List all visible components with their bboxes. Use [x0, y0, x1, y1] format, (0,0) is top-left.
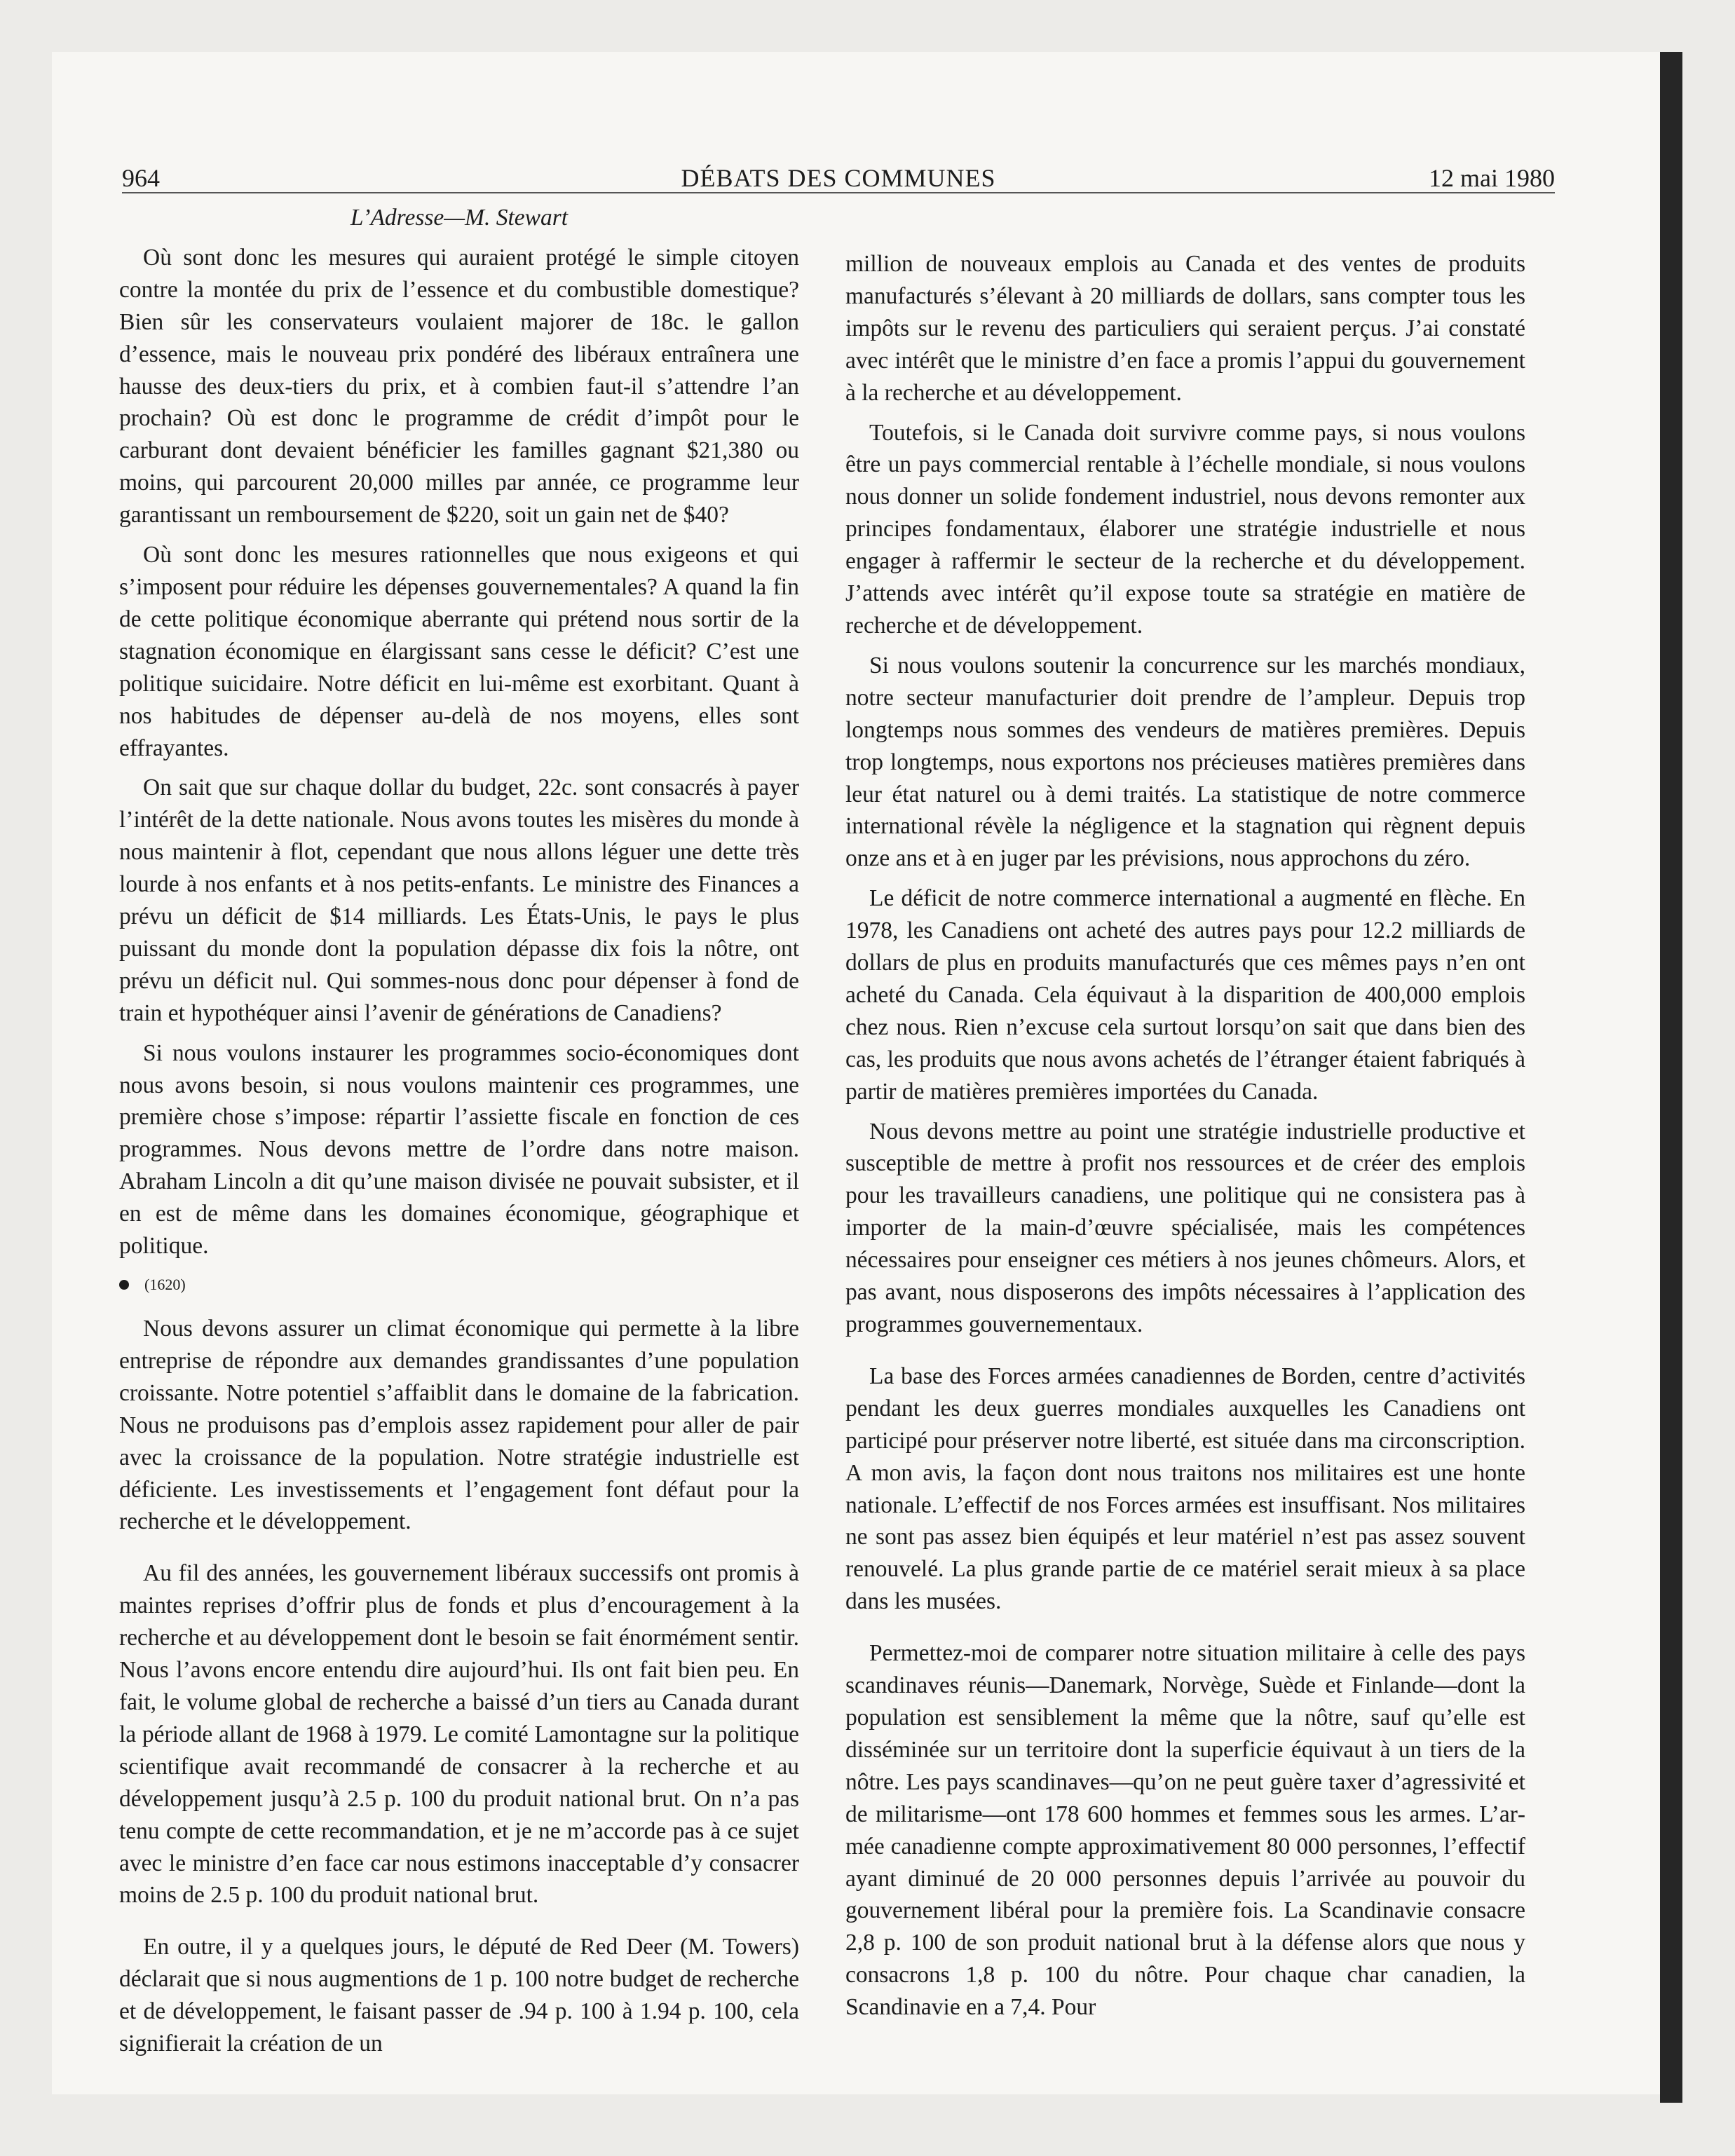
bullet-icon	[119, 1280, 129, 1290]
paragraph: Toutefois, si le Canada doit survivre comme pays, si nous voulons être un pays commercial rentable à l’échelle mondiale, si nous voulons nous donner un solide fondement industriel, nous devons remonter aux principes fondamentaux, élaborer une stratégie industrielle et nous engager à raffermir le secteur de la recherche et du développement. J’attends avec intérêt qu’il expose toute sa stratégie en matière de recherche et de développement.	[845, 419, 1525, 639]
paragraph: Nous devons assurer un climat économique qui permette à la libre entreprise de répondre aux demandes grandissantes d’une population croissante. Notre potentiel s’affaiblit dans le domaine de la fabrication. Nous ne produisons pas d’emplois assez rapidement pour aller de pair avec la croissance de la population. Notre stratégie industrielle est déficiente. Les investissements et l’engagement font défaut pour la recherche et le développement.	[119, 1316, 799, 1535]
paragraph: En outre, il y a quelques jours, le député de Red Deer (M. Towers) déclarait que si nous augmentions de 1 p. 100 notre budget de recherche et de développement, le faisant passer de .94 p. 100 à 1.94 p. 100, cela signifierait la création de un	[119, 1934, 799, 2057]
paragraph: Au fil des années, les gouvernement libéraux successifs ont promis à maintes reprises d’offrir plus de fonds et plus d’encouragement à la recherche et au développement dont le besoin se fait énormément sentir. Nous l’avons encore entendu dire aujourd’hui. Ils ont fait bien peu. En fait, le volume global de recherche a baissé d’un tiers au Canada durant la période allant de 1968 à 1979. Le comité Lamontagne sur la politique scientifique avait recommandé de consacrer à la recherche et au développement jusqu’à 2.5 p. 100 du produit national brut. On n’a pas tenu compte de cette recommandation, et je ne m’accorde pas à ce sujet avec le ministre d’en face car nous estimons inacceptable d’y consacrer moins de 2.5 p. 100 du produit national brut.	[119, 1560, 799, 1909]
page-number: 964	[122, 164, 160, 192]
paragraph: Nous devons mettre au point une stratégie industrielle productive et susceptible de mettre à profit nos ressources et de créer des emplois pour les travailleurs canadiens, une politique qui ne consistera pas à importer de la main-d’œuvre spécialisée, mais les compétences nécessaires pour enseigner ces métiers à nos jeunes chômeurs. Alors, et pas avant, nous disposerons des impôts nécessaires à l’application des programmes gouvernementaux.	[845, 1118, 1525, 1337]
right-column	[845, 248, 1525, 2024]
paragraph: On sait que sur chaque dollar du budget, 22c. sont consacrés à payer l’intérêt de la dette nationale. Nous avons toutes les misères du monde à nous maintenir à flot, cependant que nous allons léguer une dette très lourde à nos enfants et à nos petits-enfants. Le ministre des Finances a prévu un déficit de $14 milliards. Les États-Unis, le pays le plus puissant du monde dont la population dépasse dix fois la nôtre, ont prévu un déficit nul. Qui sommes-nous donc pour dépenser à fond de train et hypothéquer ainsi l’avenir de générations de Canadiens?	[119, 775, 799, 1026]
paragraph: Où sont donc les mesures rationnelles que nous exigeons et qui s’imposent pour réduire les dépenses gouvernementales? A quand la fin de cette politique économique aberrante qui prétend nous sortir de la stagnation économique en élargissant sans cesse le déficit? C’est une politique suicidaire. Notre déficit en lui-même est exorbitant. Quant à nos habitudes de dépenser au-delà de nos moyens, elles sont effrayantes.	[119, 542, 799, 761]
time-marker-label: (1620)	[144, 1276, 186, 1293]
header-rule	[122, 192, 1555, 193]
paragraph: La base des Forces armées canadiennes de Borden, centre d’activités pendant les deux guerres mondiales auxquelles les Canadiens ont participé pour préserver notre liberté, est située dans ma circonscription. A mon avis, la façon dont nous traitons nos militaires est une honte nationale. L’effectif de nos Forces armées est insuffisant. Nos militaires ne sont pas assez bien équipés et leur matériel n’est pas assez souvent renouvelé. La plus grande partie de ce matériel serait mieux à sa place dans les musées.	[845, 1363, 1525, 1615]
paragraph: Si nous voulons instaurer les programmes socio-économiques dont nous avons besoin, si nous voulons maintenir ces programmes, une première chose s’impose: répartir l’assiette fiscale en fonction de ces programmes. Nous devons mettre de l’ordre dans notre maison. Abraham Lincoln a dit qu’une maison divisée ne pouvait subsister, et il en est de même dans les domaines économique, géographique et politique.	[119, 1039, 799, 1260]
time-marker	[119, 1271, 799, 1299]
scan-edge-bar	[1660, 52, 1682, 2103]
paragraph: Si nous voulons soutenir la concurrence sur les marchés mondiaux, notre secteur manufacturier doit prendre de l’ampleur. Depuis trop longtemps nous sommes des vendeurs de matières premières. Depuis trop longtemps, nous exportons nos précieuses matières premières dans leur état naturel ou à demi traités. La statistique de notre commerce international révèle la négligence et la stagnation qui règnent depuis onze ans et à en juger par les prévisions, nous approchons du zéro.	[845, 652, 1525, 872]
publication-title: DÉBATS DES COMMUNES	[681, 164, 996, 192]
paragraph: Où sont donc les mesures qui auraient protégé le simple citoyen contre la montée du prix de l’essence et du combustible domestique? Bien sûr les conservateurs voulaient majorer de 18c. le gallon d’essence, mais le nouveau prix pondéré des libéraux entraînera une hausse des deux-tiers du prix, et à combien faut-il s’attendre l’an prochain? Où est donc le programme de crédit d’impôt pour le carburant dont devaient bénéficier les familles gagnant $21,380 ou moins, qui parcourent 20,000 milles par année, ce programme leur garantissant un remboursement de $220, soit un gain net de $40?	[119, 244, 799, 528]
left-column	[119, 202, 799, 2060]
paragraph: Le déficit de notre commerce international a augmenté en flèche. En 1978, les Canadiens ont acheté des autres pays pour 12.2 milliards de dollars de plus en produits manufacturés que ces mêmes pays n’en ont acheté du Canada. Cela équivaut à la disparition de 400,000 emplois chez nous. Rien n’excuse cela surtout lorsqu’on sait que dans bien des cas, les produits que nous avons achetés de l’étranger étaient fabriqués à partir de matières premières importées du Canada.	[845, 885, 1525, 1105]
header-date: 12 mai 1980	[1429, 164, 1555, 192]
running-head: L’Adresse—M. Stewart	[350, 205, 569, 231]
paragraph: Permettez-moi de comparer notre situation militaire à celle des pays scandinaves réunis—Danemark, Norvège, Suède et Finlande—dont la population est sensiblement la même que la nôtre, sauf qu’elle est disséminée sur un territoire dont la superficie équivaut à un tiers de la nôtre. Les pays scandinaves—qu’on ne peut guère taxer d’agressivité et de militarisme—ont 178 600 hommes et femmes sous les armes. L’armée canadienne compte approximativement 80 000 personnes, l’effectif ayant diminué de 20 000 personnes depuis l’arrivée au pouvoir du gouvernement libéral pour la première fois. La Scandinavie consacre 2,8 p. 100 de son produit national brut à la défense alors que nous y consacrons 1,8 p. 100 du nôtre. Pour chaque char canadien, la Scandinavie en a 7,4. Pour	[845, 1640, 1525, 2021]
paragraph: million de nouveaux emplois au Canada et des ventes de produits manufacturés s’élevant à 20 milliards de dollars, sans compter tous les impôts sur le revenu des particuliers qui seraient perçus. J’ai constaté avec intérêt que le ministre d’en face a promis l’appui du gouvernement à la recherche et au développement.	[845, 251, 1525, 406]
